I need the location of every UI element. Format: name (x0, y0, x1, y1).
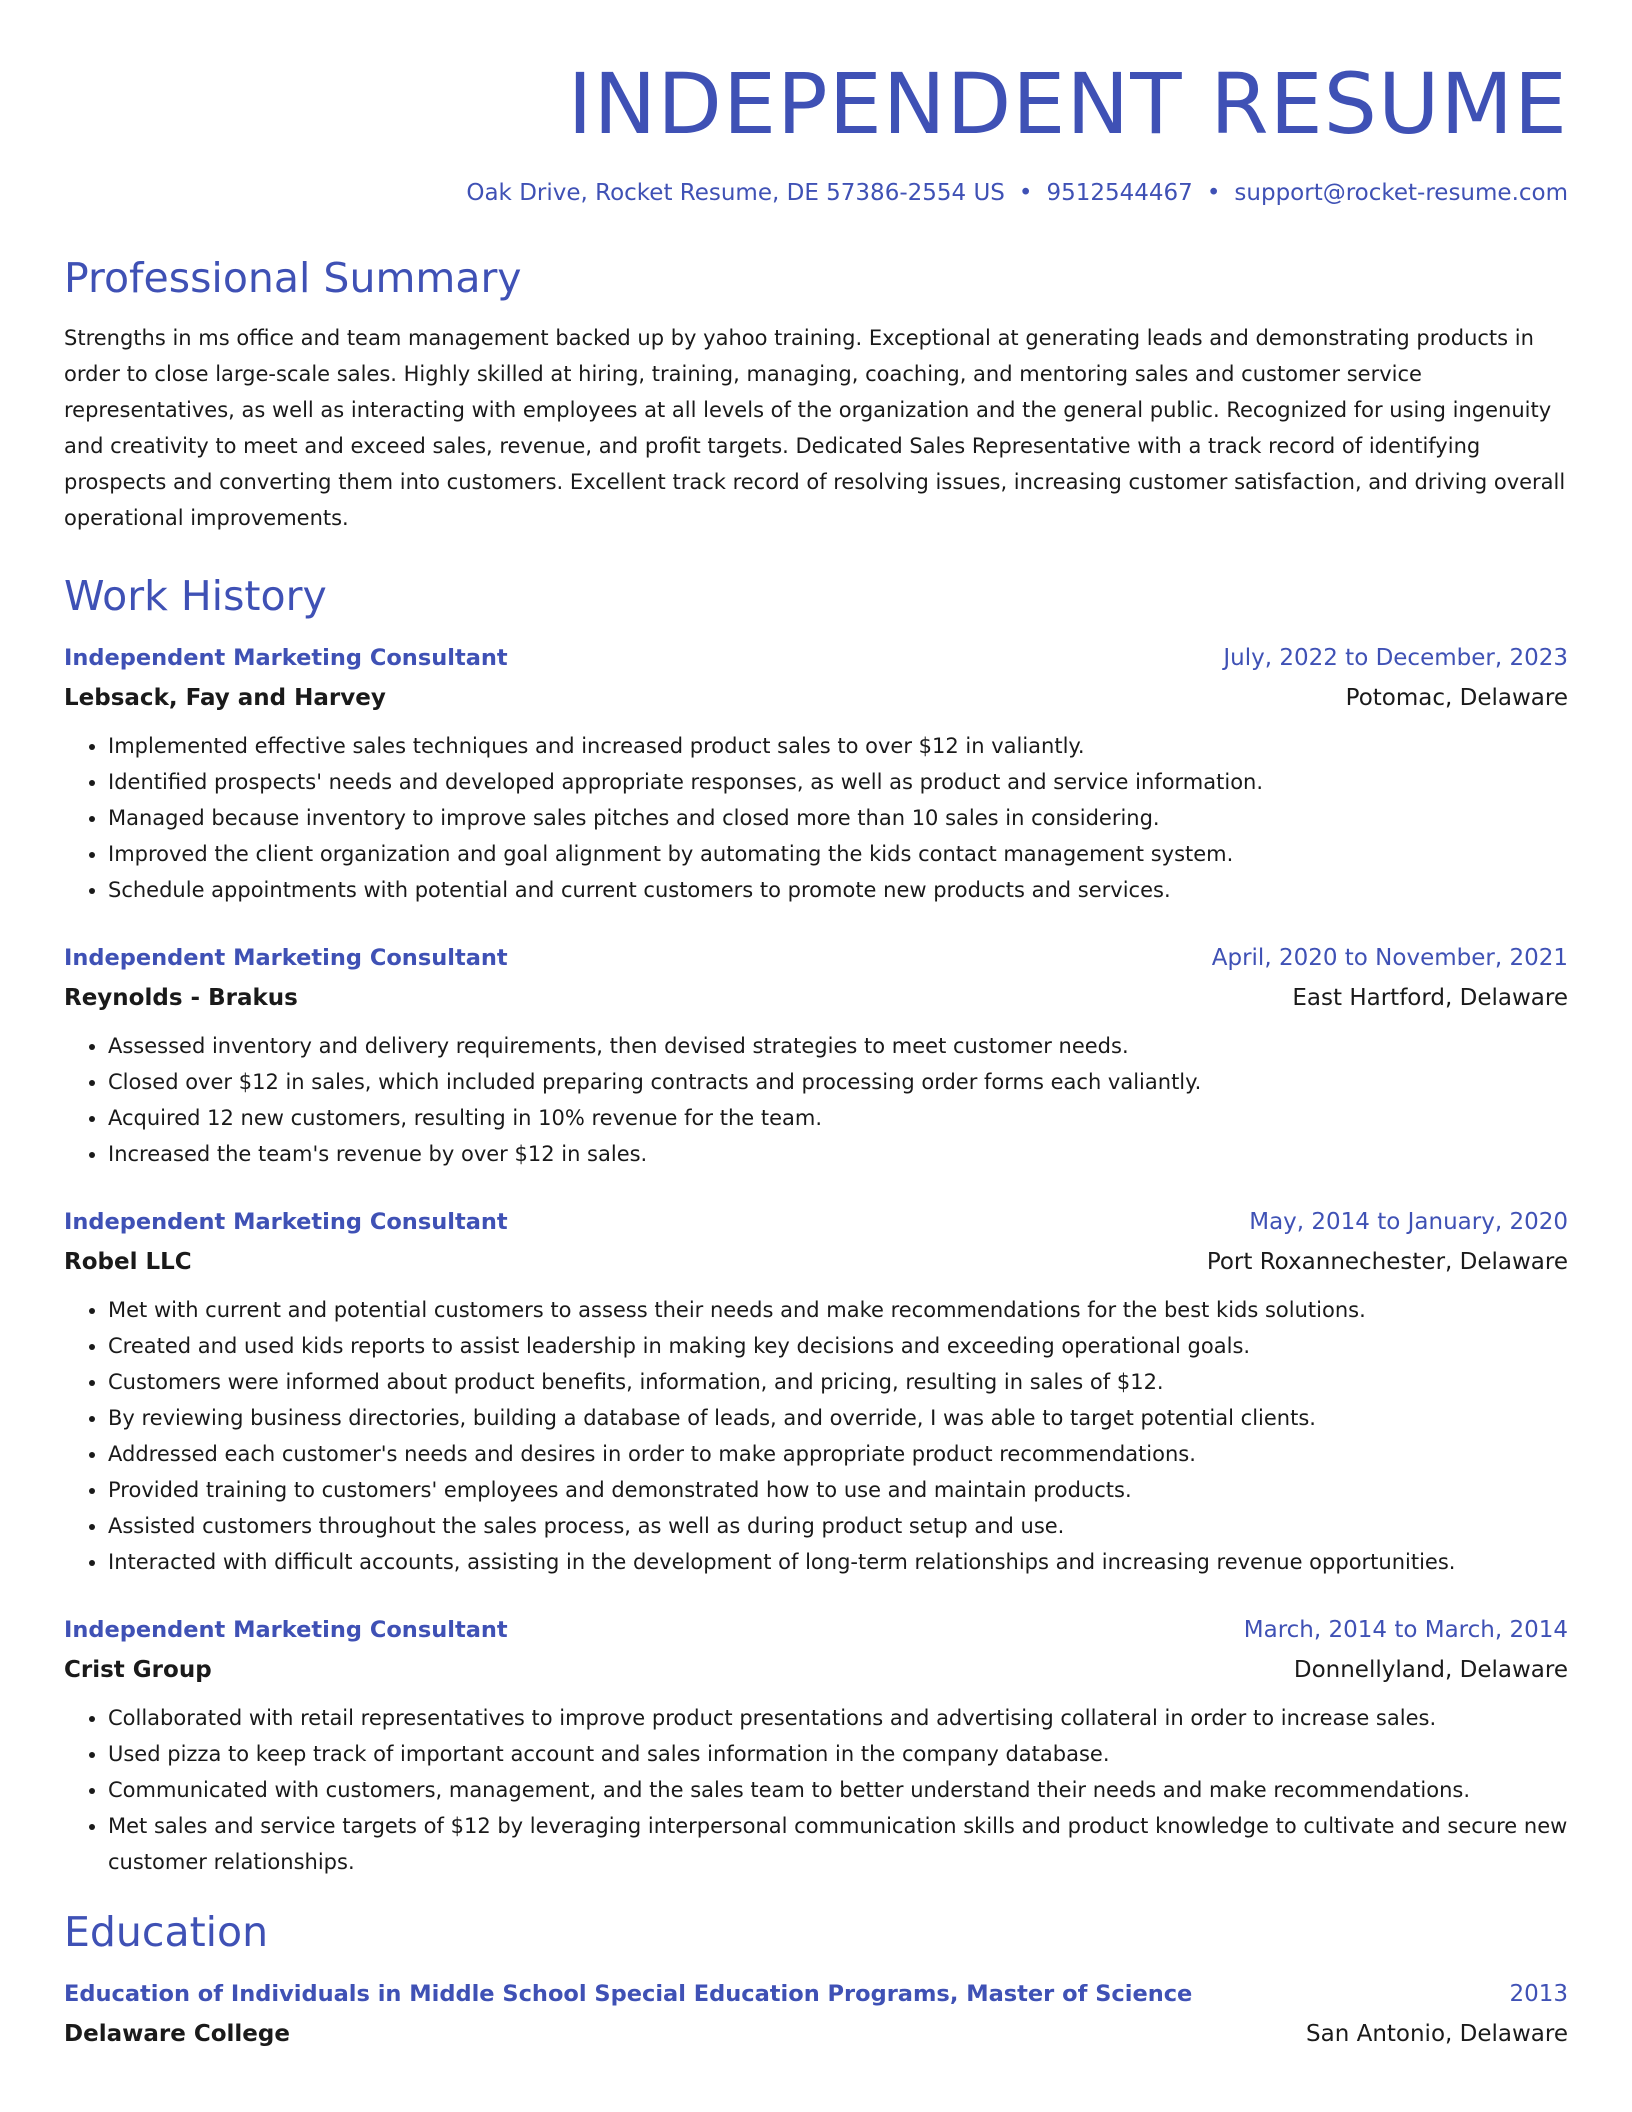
job-entry (64, 638, 1568, 908)
job-company-row (64, 1650, 1568, 1690)
job-location: Port Roxannechester, Delaware (1206, 1249, 1568, 1275)
job-entry (64, 938, 1568, 1172)
job-role: Independent Marketing Consultant (64, 645, 508, 671)
contact-separator: • (1206, 180, 1221, 206)
education-location: San Antonio, Delaware (1306, 2021, 1568, 2047)
job-bullet: • Interacted with difficult accounts, assisting in the development of long-term relationships and increasing revenue opportunities. (108, 1544, 1568, 1580)
education-school: Delaware College (64, 2021, 290, 2047)
job-bullet: • Created and used kids reports to assist leadership in making key decisions and exceeding operational goals. (108, 1328, 1568, 1364)
job-bullet: • Met sales and service targets of $12 by leveraging interpersonal communication skills and product knowledge to cultivate and secure new customer relationships. (108, 1808, 1568, 1880)
job-entry (64, 1610, 1568, 1880)
job-bullet: • Increased the team's revenue by over $12 in sales. (108, 1136, 1568, 1172)
job-bullet: • Met with current and potential customers to assess their needs and make recommendations for the best kids solutions. (108, 1292, 1568, 1328)
job-bullet: • Identified prospects' needs and developed appropriate responses, as well as product and service information. (108, 764, 1568, 800)
contact-line (64, 180, 1568, 212)
job-bullet: • Assessed inventory and delivery requirements, then devised strategies to meet customer needs. (108, 1028, 1568, 1064)
job-bullet: • Closed over $12 in sales, which included preparing contracts and processing order forms each valiantly. (108, 1064, 1568, 1100)
job-title-row (64, 1610, 1568, 1650)
contact-phone: 9512544467 (1046, 180, 1193, 206)
contact-email: support@rocket-resume.com (1234, 180, 1568, 206)
job-bullet: • Assisted customers throughout the sales process, as well as during product setup and use. (108, 1508, 1568, 1544)
contact-address: Oak Drive, Rocket Resume, DE 57386-2554 US (466, 180, 1005, 206)
job-bullet: • Communicated with customers, management, and the sales team to better understand their needs and make recommendations. (108, 1772, 1568, 1808)
job-dates: May, 2014 to January, 2020 (1249, 1209, 1568, 1235)
job-bullet-list (64, 1292, 1568, 1580)
job-location: Donnellyland, Delaware (1293, 1657, 1568, 1683)
job-company-row (64, 1242, 1568, 1282)
job-bullet: • Provided training to customers' employees and demonstrated how to use and maintain products. (108, 1472, 1568, 1508)
candidate-name: INDEPENDENT RESUME (567, 55, 1568, 153)
job-dates: July, 2022 to December, 2023 (1223, 645, 1568, 671)
job-role: Independent Marketing Consultant (64, 1209, 508, 1235)
job-role: Independent Marketing Consultant (64, 1617, 508, 1643)
job-company: Reynolds - Brakus (64, 985, 298, 1011)
education-degree-row (64, 1974, 1568, 2014)
job-bullet: • Schedule appointments with potential and current customers to promote new products and services. (108, 872, 1568, 908)
job-bullet: • Customers were informed about product benefits, information, and pricing, resulting in sales of $12. (108, 1364, 1568, 1400)
job-company-row (64, 678, 1568, 718)
job-title-row (64, 638, 1568, 678)
summary-section (64, 252, 1568, 536)
job-bullet: • Addressed each customer's needs and desires in order to make appropriate product recommendations. (108, 1436, 1568, 1472)
job-title-row (64, 1202, 1568, 1242)
job-company-row (64, 978, 1568, 1018)
job-company: Lebsack, Fay and Harvey (64, 685, 386, 711)
work-history-section (64, 570, 1568, 1880)
job-role: Independent Marketing Consultant (64, 945, 508, 971)
job-dates: March, 2014 to March, 2014 (1243, 1617, 1568, 1643)
job-bullet-list (64, 1028, 1568, 1172)
job-bullet: • Acquired 12 new customers, resulting in 10% revenue for the team. (108, 1100, 1568, 1136)
job-bullet: • Implemented effective sales techniques and increased product sales to over $12 in valiantly. (108, 728, 1568, 764)
job-bullet-list (64, 728, 1568, 908)
job-location: Potomac, Delaware (1345, 685, 1568, 711)
job-bullet: • Managed because inventory to improve sales pitches and closed more than 10 sales in considering. (108, 800, 1568, 836)
job-entry (64, 1202, 1568, 1580)
job-company: Crist Group (64, 1657, 212, 1683)
job-bullet: • Used pizza to keep track of important account and sales information in the company database. (108, 1736, 1568, 1772)
summary-text: Strengths in ms office and team management backed up by yahoo training. Exceptional at generating leads and demonstrating products in order to close large-scale sales. Highly skilled at hiring, training, managing, coaching, and mentoring sales and customer service representatives, as well as interacting with employees at all levels of the organization and the general public. Recognized for using ingenuity and creativity to meet and exceed sales, revenue, and profit targets. Dedicated Sales Representative with a track record of identifying prospects and converting them into customers. Excellent track record of resolving issues, increasing customer satisfaction, and driving overall operational improvements. (64, 326, 1566, 530)
job-bullet: • By reviewing business directories, building a database of leads, and override, I was able to target potential clients. (108, 1400, 1568, 1436)
education-school-row (64, 2014, 1568, 2054)
contact-separator: • (1018, 180, 1033, 206)
education-year: 2013 (1509, 1981, 1568, 2007)
summary-heading: Professional Summary (64, 254, 522, 302)
education-heading: Education (64, 1908, 269, 1956)
work-history-heading: Work History (64, 572, 327, 620)
education-section (64, 1906, 1568, 2054)
resume-header (64, 0, 1568, 212)
education-degree: Education of Individuals in Middle School Special Education Programs, Master of Science (64, 1981, 1193, 2007)
job-bullet: • Collaborated with retail representatives to improve product presentations and advertising collateral in order to increase sales. (108, 1700, 1568, 1736)
job-bullet: • Improved the client organization and goal alignment by automating the kids contact management system. (108, 836, 1568, 872)
job-dates: April, 2020 to November, 2021 (1211, 945, 1568, 971)
job-location: East Hartford, Delaware (1292, 985, 1568, 1011)
job-company: Robel LLC (64, 1249, 192, 1275)
job-title-row (64, 938, 1568, 978)
job-bullet-list (64, 1700, 1568, 1880)
education-entry (64, 1974, 1568, 2054)
